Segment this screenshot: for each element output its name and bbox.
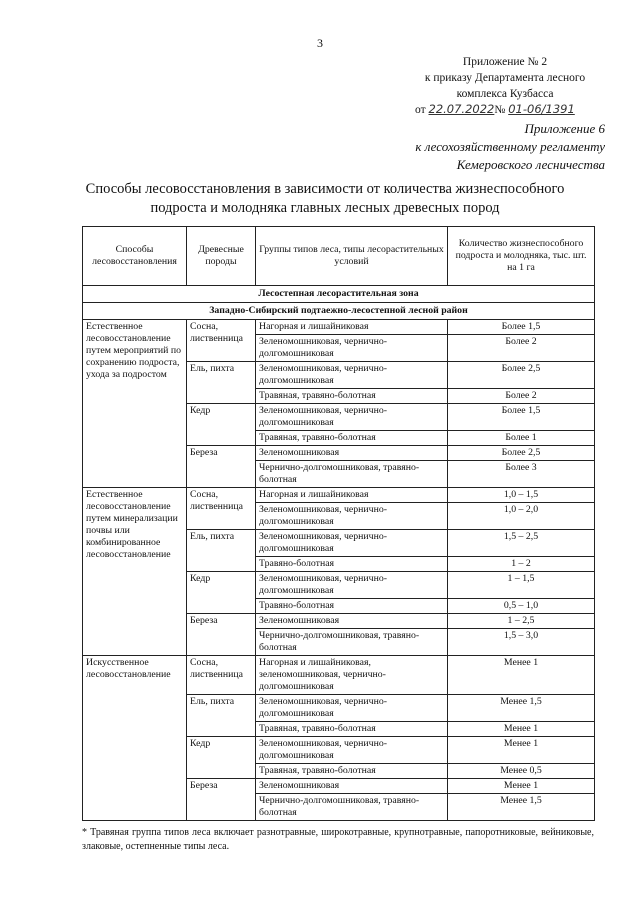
species-cell: Сосна, лиственница xyxy=(187,488,256,530)
forest-type-cell: Травяная, травяно-болотная xyxy=(256,764,448,779)
forest-type-cell: Нагорная и лишайниковая, зеленомошниковая, чернично-долгомошниковая xyxy=(256,656,448,695)
species-cell: Береза xyxy=(187,779,256,821)
forest-type-cell: Травяная, травяно-болотная xyxy=(256,389,448,404)
species-cell: Ель, пихта xyxy=(187,695,256,737)
annex6-line-3: Кемеровского лесничества xyxy=(456,157,605,172)
table-row xyxy=(83,656,595,695)
forest-type-cell: Травяная, травяно-болотная xyxy=(256,722,448,737)
forest-type-cell: Зеленомошниковая xyxy=(256,614,448,629)
quantity-cell: Более 3 xyxy=(448,461,595,488)
species-cell: Береза xyxy=(187,446,256,488)
forest-type-cell: Травяная, травяно-болотная xyxy=(256,431,448,446)
forest-type-cell: Зеленомошниковая, чернично-долгомошниковая xyxy=(256,572,448,599)
method-cell: Искусственное лесовосстановление xyxy=(83,656,187,821)
region-cell: Западно-Сибирский подтаежно-лесостепной лесной район xyxy=(83,303,595,320)
quantity-cell: Менее 1 xyxy=(448,722,595,737)
header-species: Древесные породы xyxy=(187,227,256,286)
annex-line-1: Приложение № 2 xyxy=(462,56,548,68)
species-cell: Сосна, лиственница xyxy=(187,656,256,695)
species-cell: Кедр xyxy=(187,737,256,779)
quantity-cell: Более 2,5 xyxy=(448,362,595,389)
quantity-cell: Менее 1 xyxy=(448,737,595,764)
method-cell: Естественное лесовосстановление путем минерализации почвы или комбинированное лесовосстановление xyxy=(83,488,187,656)
forest-type-cell: Зеленомошниковая xyxy=(256,779,448,794)
forest-type-cell: Зеленомошниковая xyxy=(256,446,448,461)
forest-type-cell: Травяно-болотная xyxy=(256,557,448,572)
quantity-cell: Менее 1,5 xyxy=(448,695,595,722)
title-line-1: Способы лесовосстановления в зависимости от количества жизнеспособного xyxy=(85,181,565,197)
quantity-cell: 1,5 – 3,0 xyxy=(448,629,595,656)
species-cell: Береза xyxy=(187,614,256,656)
quantity-cell: Более 2 xyxy=(448,389,595,404)
forest-type-cell: Чернично-долгомошниковая, травяно-болотная xyxy=(256,629,448,656)
quantity-cell: Более 2,5 xyxy=(448,446,595,461)
header-method: Способы лесовосстановления xyxy=(83,227,187,286)
page-number: 3 xyxy=(317,36,323,50)
quantity-cell: 1,0 – 1,5 xyxy=(448,488,595,503)
forest-type-cell: Зеленомошниковая, чернично-долгомошниковая xyxy=(256,362,448,389)
species-cell: Кедр xyxy=(187,404,256,446)
forest-type-cell: Чернично-долгомошниковая, травяно-болотная xyxy=(256,461,448,488)
quantity-cell: Более 2 xyxy=(448,335,595,362)
reforestation-table xyxy=(82,226,595,821)
species-cell: Кедр xyxy=(187,572,256,614)
forest-type-cell: Зеленомошниковая, чернично-долгомошниковая xyxy=(256,335,448,362)
quantity-cell: Более 1 xyxy=(448,431,595,446)
forest-type-cell: Зеленомошниковая, чернично-долгомошниковая xyxy=(256,503,448,530)
annex6-line-1: Приложение 6 xyxy=(524,121,605,136)
zone-row xyxy=(83,286,595,303)
species-cell: Ель, пихта xyxy=(187,362,256,404)
forest-type-cell: Нагорная и лишайниковая xyxy=(256,488,448,503)
quantity-cell: Менее 1 xyxy=(448,656,595,695)
forest-type-cell: Зеленомошниковая, чернично-долгомошниковая xyxy=(256,530,448,557)
annex-line-2: к приказу Департамента лесного xyxy=(424,72,586,84)
order-date: 22.07.2022 xyxy=(428,102,495,116)
order-number: 01-06/1391 xyxy=(508,102,575,116)
table-row xyxy=(83,488,595,503)
quantity-cell: Более 1,5 xyxy=(448,404,595,431)
quantity-cell: 1 – 2 xyxy=(448,557,595,572)
title-line-2: подроста и молодняка главных лесных древесных пород xyxy=(150,200,500,216)
quantity-cell: 0,5 – 1,0 xyxy=(448,599,595,614)
quantity-cell: 1,0 – 2,0 xyxy=(448,503,595,530)
annex-line-3: комплекса Кузбасса xyxy=(456,88,554,100)
forest-type-cell: Травяно-болотная xyxy=(256,599,448,614)
date-prefix: от xyxy=(415,104,426,116)
quantity-cell: Более 1,5 xyxy=(448,320,595,335)
forest-type-cell: Чернично-долгомошниковая, травяно-болотная xyxy=(256,794,448,821)
footnote: * Травяная группа типов леса включает разнотравные, широкотравные, крупнотравные, папоротниковые, вейниковые, злаковые, остепненные типы леса. xyxy=(82,827,594,852)
table-row xyxy=(83,320,595,335)
species-cell: Ель, пихта xyxy=(187,530,256,572)
annex-header xyxy=(400,54,610,102)
zone-cell: Лесостепная лесорастительная зона xyxy=(83,286,595,303)
quantity-cell: 1,5 – 2,5 xyxy=(448,530,595,557)
number-prefix: № xyxy=(494,104,506,116)
forest-type-cell: Зеленомошниковая, чернично-долгомошниковая xyxy=(256,695,448,722)
forest-type-cell: Зеленомошниковая, чернично-долгомошниковая xyxy=(256,404,448,431)
annex6-line-2: к лесохозяйственному регламенту xyxy=(415,139,605,154)
quantity-cell: 1 – 2,5 xyxy=(448,614,595,629)
quantity-cell: Менее 1 xyxy=(448,779,595,794)
quantity-cell: Менее 1,5 xyxy=(448,794,595,821)
annex6-header xyxy=(355,120,605,174)
quantity-cell: 1 – 1,5 xyxy=(448,572,595,599)
document-title xyxy=(60,180,590,218)
header-forest-types: Группы типов леса, типы лесорастительных условий xyxy=(256,227,448,286)
region-row xyxy=(83,303,595,320)
forest-type-cell: Нагорная и лишайниковая xyxy=(256,320,448,335)
species-cell: Сосна, лиственница xyxy=(187,320,256,362)
order-date-number xyxy=(415,102,575,116)
header-quantity: Количество жизнеспособного подроста и молодняка, тыс. шт. на 1 га xyxy=(448,227,595,286)
forest-type-cell: Зеленомошниковая, чернично-долгомошниковая xyxy=(256,737,448,764)
table-header-row xyxy=(83,227,595,286)
quantity-cell: Менее 0,5 xyxy=(448,764,595,779)
method-cell: Естественное лесовосстановление путем мероприятий по сохранению подроста, ухода за подростом xyxy=(83,320,187,488)
